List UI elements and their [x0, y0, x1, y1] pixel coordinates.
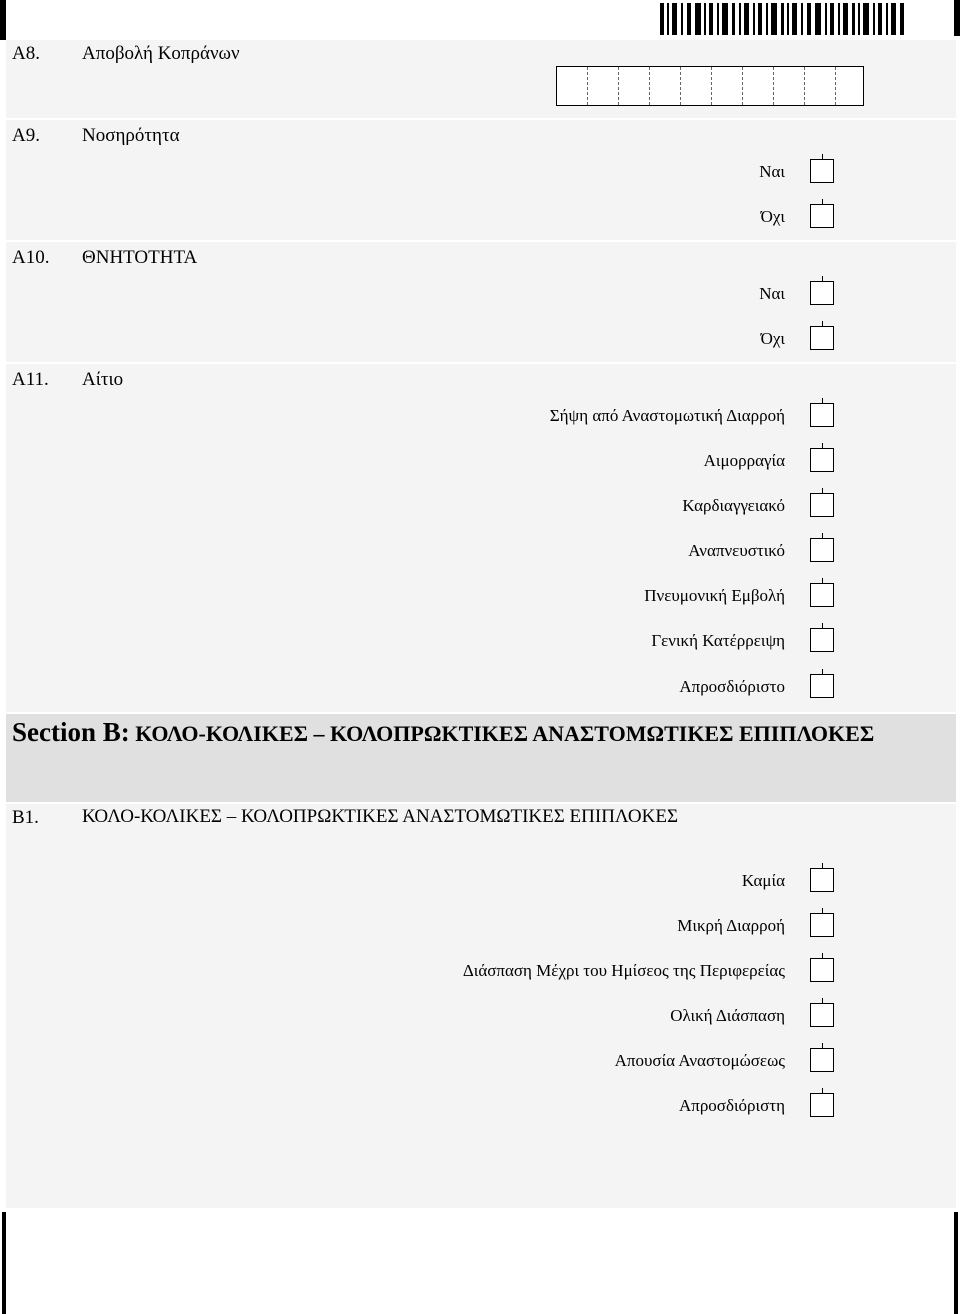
question-number-a11: A11. [12, 369, 49, 390]
checkbox-b1-total-dehiscence[interactable] [810, 1003, 834, 1027]
corner-mark-top-left [0, 0, 6, 40]
checkbox-b1-minor-leak[interactable] [810, 913, 834, 937]
stool-passage-entry-boxes[interactable] [556, 66, 864, 106]
checkbox-a11-pulmonary-embolism[interactable] [810, 583, 834, 607]
question-title-a8: Αποβολή Κοπράνων [82, 43, 240, 64]
option-label-a11-hemorrhage: Αιμορραγία [703, 451, 785, 470]
question-title-b1: ΚΟΛΟ-ΚΟΛΙΚΕΣ – ΚΟΛΟΠΡΩΚΤΙΚΕΣ ΑΝΑΣΤΟΜΩΤΙΚΕΣ ΕΠΙΠΛΟΚΕΣ [82, 806, 679, 827]
question-title-a10: ΘΝΗΤΟΤΗΤΑ [82, 247, 198, 268]
question-number-a9: A9. [12, 125, 40, 146]
corner-mark-bottom-right [954, 1212, 958, 1314]
checkbox-a11-general-collapse[interactable] [810, 628, 834, 652]
question-title-a9: Νοσηρότητα [82, 125, 180, 146]
option-label-a10-yes: Ναι [759, 284, 785, 303]
option-label-a11-undetermined: Απροσδιόριστο [679, 677, 785, 696]
question-number-a8: A8. [12, 43, 40, 64]
option-label-b1-minor-leak: Μικρή Διαρροή [677, 916, 785, 935]
checkbox-a11-cardiovascular[interactable] [810, 493, 834, 517]
option-label-b1-no-anastomosis: Απουσία Αναστομώσεως [614, 1051, 785, 1070]
section-b-prefix: Section B: [12, 717, 130, 747]
checkbox-a9-yes[interactable] [810, 159, 834, 183]
corner-mark-bottom-left [2, 1212, 6, 1314]
option-label-a11-respiratory: Αναπνευστικό [688, 541, 785, 560]
section-b-heading-text: ΚΟΛΟ-ΚΟΛΙΚΕΣ – ΚΟΛΟΠΡΩΚΤΙΚΕΣ ΑΝΑΣΤΟΜΩΤΙΚΕΣ ΕΠΙΠΛΟΚΕΣ [135, 721, 875, 746]
checkbox-a11-hemorrhage[interactable] [810, 448, 834, 472]
checkbox-a11-respiratory[interactable] [810, 538, 834, 562]
checkbox-a10-no[interactable] [810, 326, 834, 350]
checkbox-a11-undetermined[interactable] [810, 674, 834, 698]
question-number-b1: B1. [12, 807, 39, 828]
corner-mark-top-right [954, 0, 960, 36]
checkbox-b1-undetermined[interactable] [810, 1093, 834, 1117]
option-label-b1-undetermined: Απροσδιόριστη [678, 1096, 785, 1115]
checkbox-b1-none[interactable] [810, 868, 834, 892]
option-label-b1-total-dehiscence: Ολική Διάσπαση [670, 1006, 785, 1025]
option-label-a11-general-collapse: Γενική Κατέρρειψη [651, 631, 785, 650]
checkbox-a11-sepsis[interactable] [810, 403, 834, 427]
barcode [660, 3, 906, 35]
checkbox-b1-no-anastomosis[interactable] [810, 1048, 834, 1072]
option-label-a9-yes: Ναι [759, 162, 785, 181]
checkbox-b1-partial-dehiscence[interactable] [810, 958, 834, 982]
option-label-a9-no: Όχι [760, 207, 785, 226]
option-label-a11-pulmonary-embolism: Πνευμονική Εμβολή [644, 586, 785, 605]
question-number-a10: A10. [12, 247, 50, 268]
checkbox-a9-no[interactable] [810, 204, 834, 228]
question-title-a11: Αίτιο [82, 369, 124, 390]
option-label-b1-none: Καμία [741, 871, 785, 890]
option-label-a10-no: Όχι [760, 329, 785, 348]
option-label-a11-cardiovascular: Καρδιαγγειακό [682, 496, 785, 515]
checkbox-a10-yes[interactable] [810, 281, 834, 305]
option-label-b1-partial-dehiscence: Διάσπαση Μέχρι του Ημίσεος της Περιφερείας [462, 961, 785, 980]
option-label-a11-sepsis: Σήψη από Αναστομωτική Διαρροή [549, 406, 785, 425]
section-b-heading [12, 718, 912, 748]
